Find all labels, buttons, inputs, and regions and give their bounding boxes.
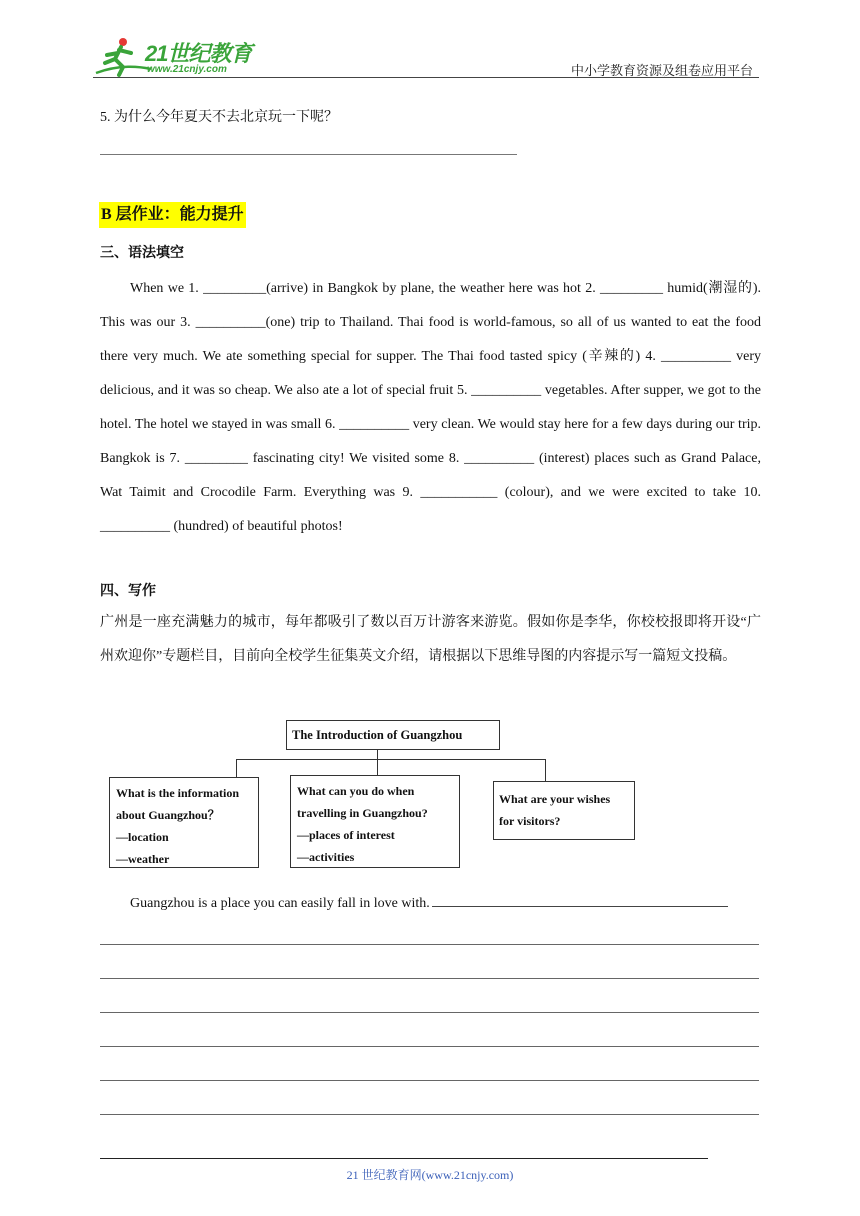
branch-item: —weather	[116, 852, 170, 866]
logo-sub-text: www.21cnjy.com	[147, 64, 227, 75]
connector	[236, 759, 237, 777]
connector	[377, 750, 378, 759]
writing-line[interactable]	[100, 1012, 759, 1013]
answer-line	[100, 154, 517, 155]
question-5: 5. 为什么今年夏天不去北京玩一下呢？	[100, 110, 338, 125]
branch-item: —activities	[297, 850, 355, 864]
branch-item: —location	[116, 830, 169, 844]
writing-prompt: 广州是一座充满魅力的城市，每年都吸引了数以百万计游客来游览。假如你是李华，你校校报即将开设“广州欢迎你”专题栏目，目前向全校学生征集英文介绍，请根据以下思维导图的内容提示写一篇短文投稿。	[100, 615, 761, 664]
mindmap-root: The Introduction of Guangzhou	[286, 720, 500, 750]
opening-sentence: Guangzhou is a place you can easily fall in love with.	[130, 896, 430, 911]
writing-blank[interactable]	[432, 905, 728, 907]
cloze-passage	[100, 272, 761, 544]
mindmap-branch-wishes	[493, 781, 635, 840]
platform-title: 中小学教育资源及组卷应用平台	[571, 63, 754, 78]
header-divider	[93, 77, 759, 78]
branch-question: What are your wishes	[499, 792, 611, 806]
branch-item: —places of interest	[297, 828, 395, 842]
mindmap-branch-info	[109, 777, 259, 868]
connector	[236, 759, 546, 760]
branch-question: What is the information	[116, 786, 239, 800]
branch-question: What can you do when	[297, 784, 415, 798]
cloze-text: When we 1. _________(arrive) in Bangkok by plane, the weather here was hot 2. _________ humid(潮湿的). This was our 3. __________(one) trip to Thailand. Thai food is world-famous, so all of us wanted to eat the food there very much. We ate something special for supper. The Thai food tasted spicy (辛辣的) 4. __________ very delicious, and it was so cheap. We also ate a lot of special fruit 5. __________ vegetables. After supper, we got to the hotel. The hotel we stayed in was small 6. __________ very clean. We would stay here for a few days during our trip. Bangkok is 7. _________ fascinating city! We visited some 8. __________ (interest) places such as Grand Palace, Wat Taimit and Crocodile Farm. Everything was 9. ___________ (colour), and we were excited to take 10. __________ (hundred) of beautiful photos!	[100, 281, 761, 534]
footer-text: 21 世纪教育网(www.21cnjy.com)	[346, 1168, 514, 1182]
writing-line[interactable]	[100, 1114, 759, 1115]
writing-line[interactable]	[100, 944, 759, 945]
site-logo	[93, 35, 258, 79]
section-3-title: 三、语法填空	[100, 246, 184, 261]
tier-b-heading: B 层作业：能力提升	[99, 202, 246, 228]
branch-question: about Guangzhou？	[116, 808, 220, 822]
writing-line[interactable]	[100, 978, 759, 979]
branch-question: for visitors?	[499, 814, 561, 828]
logo-main-text: 21世纪教育	[145, 41, 252, 66]
footer-divider	[100, 1158, 708, 1159]
connector	[545, 759, 546, 781]
connector	[377, 759, 378, 775]
writing-line[interactable]	[100, 1080, 759, 1081]
writing-line[interactable]	[100, 1046, 759, 1047]
branch-question: travelling in Guangzhou?	[297, 806, 428, 820]
section-4-title: 四、写作	[100, 584, 156, 599]
mindmap-branch-activities	[290, 775, 460, 868]
writing-opening	[130, 896, 728, 912]
